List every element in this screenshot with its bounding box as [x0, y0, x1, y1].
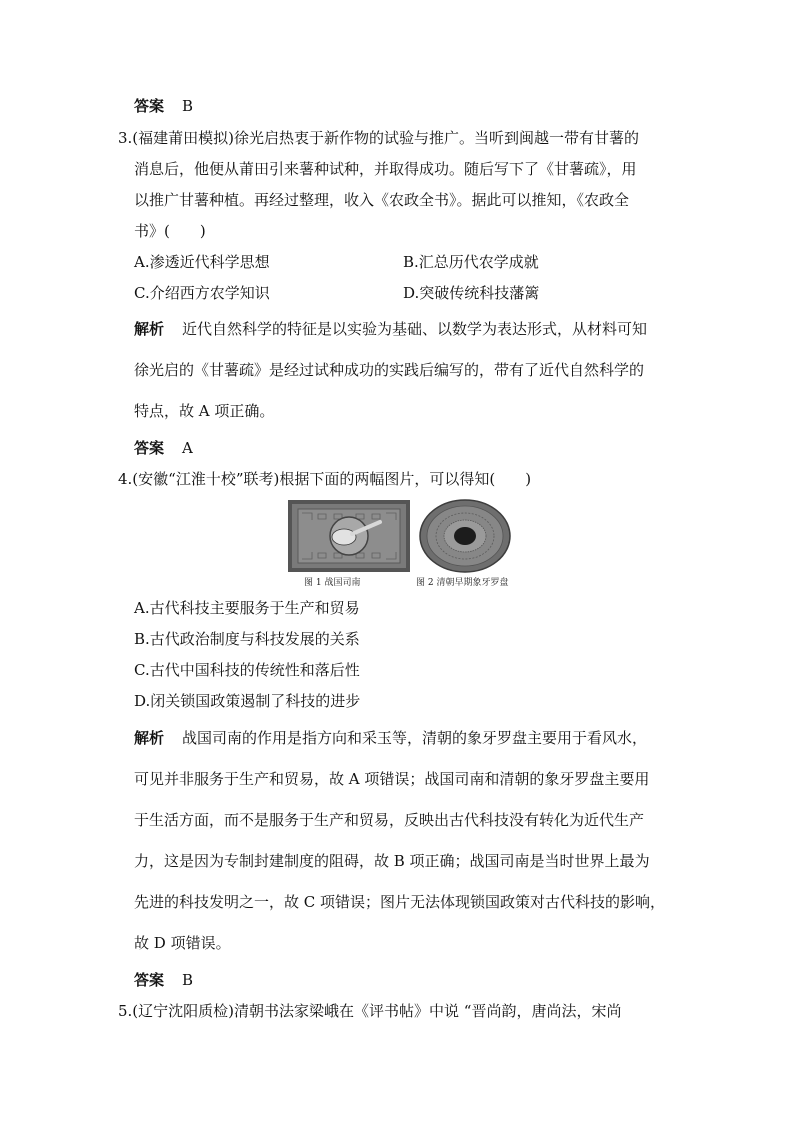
q3-stem-line-3: 以推广甘薯种植。再经过整理，收入《农政全书》。据此可以推知，《农政全: [134, 191, 630, 209]
q3-answer-line: [134, 438, 193, 458]
q4-analysis-line-2: 可见并非服务于生产和贸易，故 A 项错误；战国司南和清朝的象牙罗盘主要用: [134, 770, 650, 788]
q3-analysis-line-3: 特点，故 A 项正确。: [134, 402, 275, 420]
q5-stem-line-1: 5.(辽宁沈阳质检)清朝书法家梁峨在《评书帖》中说 “晋尚韵，唐尚法，宋尚: [118, 1002, 622, 1020]
q3-option-d: D.突破传统科技藩篱: [403, 284, 540, 302]
q4-figures: [286, 498, 546, 594]
figure-2-caption: 图 2 清朝早期象牙罗盘: [416, 578, 509, 588]
analysis-label: 解析: [134, 729, 165, 747]
q3-stem-line-2: 消息后，他便从莆田引来薯种试种，并取得成功。随后写下了《甘薯疏》，用: [134, 160, 637, 178]
q4-analysis-line-4: 力，这是因为专制封建制度的阻碍，故 B 项正确；战国司南是当时世界上最为: [134, 852, 650, 870]
q3-option-a: A.渗透近代科学思想: [134, 253, 270, 271]
analysis-text: 战国司南的作用是指方向和采玉等，清朝的象牙罗盘主要用于看风水，: [182, 729, 648, 747]
ivory-compass-image: [418, 498, 512, 574]
answer-value: A: [182, 439, 193, 457]
q3-analysis-line-1: [134, 319, 647, 339]
analysis-text: 近代自然科学的特征是以实验为基础、以数学为表达形式，从材料可知: [182, 320, 648, 338]
sinan-spoon-image: [288, 500, 410, 572]
q4-option-b: B.古代政治制度与科技发展的关系: [134, 630, 360, 648]
q4-option-d: D.闭关锁国政策遏制了科技的进步: [134, 692, 361, 710]
q4-option-c: C.古代中国科技的传统性和落后性: [134, 661, 360, 679]
q4-stem-line-1: 4.(安徽“江淮十校”联考)根据下面的两幅图片，可以得知( ): [118, 470, 532, 488]
analysis-label: 解析: [134, 320, 165, 338]
q3-stem-line-1: 3.(福建莆田模拟)徐光启热衷于新作物的试验与推广。当听到闽越一带有甘薯的: [118, 129, 640, 147]
answer-label: 答案: [134, 439, 165, 457]
figure-1-caption: 图 1 战国司南: [304, 578, 361, 588]
q3-stem-line-4: 书》( ): [134, 222, 206, 240]
answer-label: 答案: [134, 97, 165, 115]
q3-option-c: C.介绍西方农学知识: [134, 284, 270, 302]
answer-label: 答案: [134, 971, 165, 989]
q3-analysis-line-2: 徐光启的《甘薯疏》是经过试种成功的实践后编写的，带有了近代自然科学的: [134, 361, 645, 379]
q4-analysis-line-1: [134, 728, 647, 748]
answer-line-q2: [134, 96, 193, 116]
q4-answer-line: [134, 970, 193, 990]
q4-option-a: A.古代科技主要服务于生产和贸易: [134, 599, 360, 617]
answer-value: B: [182, 97, 194, 115]
answer-value: B: [182, 971, 194, 989]
q4-analysis-line-3: 于生活方面，而不是服务于生产和贸易，反映出古代科技没有转化为近代生产: [134, 811, 645, 829]
q4-analysis-line-6: 故 D 项错误。: [134, 934, 231, 952]
q3-option-b: B.汇总历代农学成就: [403, 253, 539, 271]
q4-analysis-line-5: 先进的科技发明之一，故 C 项错误；图片无法体现锁国政策对古代科技的影响，: [134, 893, 666, 911]
